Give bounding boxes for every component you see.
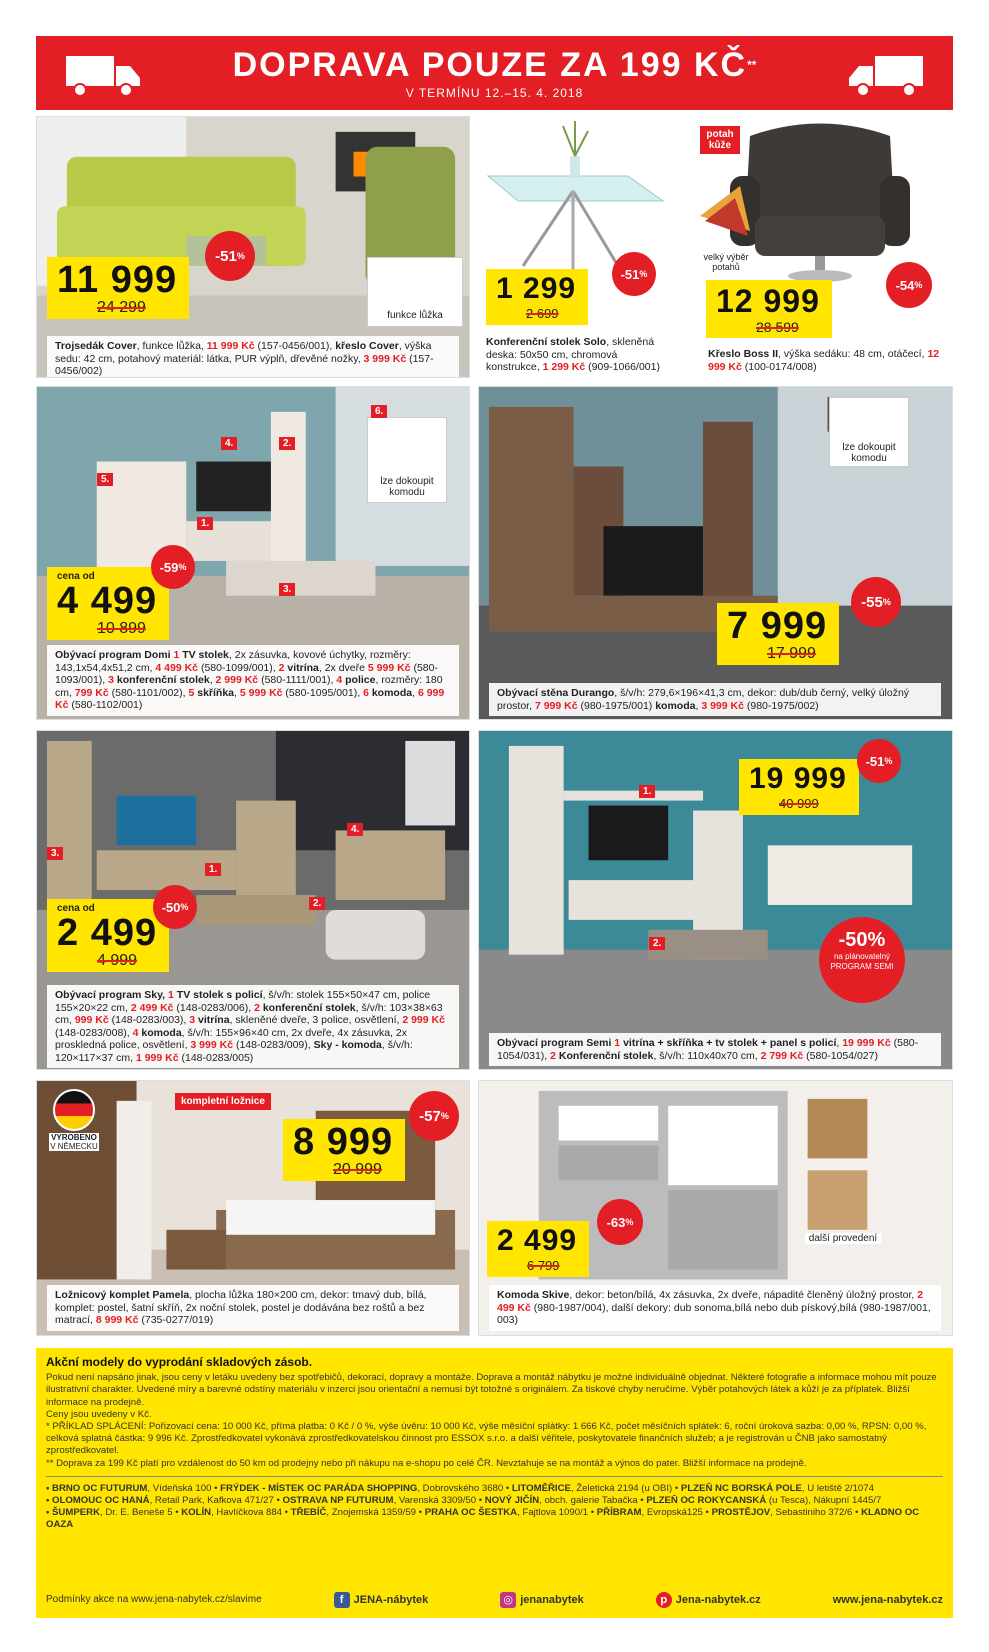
old-price: 17 999 [767, 645, 816, 662]
price-box [717, 603, 839, 665]
product-panel-semi [478, 730, 953, 1070]
product-panel-boss [690, 116, 953, 378]
product-description: Trojsedák Cover, funkce lůžka, 11 999 Kč (157-0456/001), křeslo Cover, výška sedu: 42 cm, potahový materiál: látka, PUR výplň, dřevěné nožky, 3 999 Kč (157-0456/002) [47, 336, 459, 378]
product-panel-durango [478, 386, 953, 720]
product-panel-pamela [36, 1080, 470, 1336]
leather-tag: potah kůže [700, 126, 740, 154]
discount-badge: -51 % [612, 252, 656, 296]
discount-badge: -51 % [857, 739, 901, 783]
price: 11 999 [57, 259, 178, 301]
program-discount-badge: -50% na plánovatelný PROGRAM SEMI [819, 917, 905, 1003]
product-panel-domi [36, 386, 470, 720]
instagram-link[interactable]: ◎ jenanabytek [500, 1592, 584, 1608]
pinterest-icon: p [656, 1592, 672, 1608]
discount-badge: -63 % [597, 1199, 643, 1245]
price: 2 499 [497, 1224, 578, 1257]
discount-badge: -59 % [151, 545, 195, 589]
item-number: 4. [347, 823, 363, 836]
item-number: 1. [639, 785, 655, 798]
header-title: DOPRAVA POUZE ZA 199 KČ** [232, 46, 757, 84]
old-price: 4 999 [97, 952, 138, 969]
discount-badge: -51 % [205, 231, 255, 281]
legal-footer [36, 1348, 953, 1618]
old-price: 6 799 [527, 1258, 560, 1273]
instagram-icon: ◎ [500, 1592, 516, 1608]
item-number: 3. [47, 847, 63, 860]
complete-bedroom-tag: kompletní ložnice [175, 1093, 271, 1110]
item-number: 2. [279, 437, 295, 450]
product-description: Obývací program Semi 1 vitrína + skříňka + tv stolek + panel s policí, 19 999 Kč (580-1054/031), 2 Konferenční stolek, š/v/h: 110x40x70 cm, 2 799 Kč (580-1054/027) [489, 1033, 941, 1066]
old-price: 24 299 [97, 299, 146, 316]
discount-badge: -54 % [886, 262, 932, 308]
store-list: • BRNO OC FUTURUM, Vídeňská 100 • FRÝDEK - MÍSTEK OC PARÁDA SHOPPING, Dobrovského 3680 • LITOMĚŘICE, Želetická 2194 (u OBI) • PLZEŇ NC BORSKÁ POLE, U letiště 2/1074 • OLOMOUC OC HANÁ, Retail Park, Kafkova 471/27 • OSTRAVA NP FUTURUM, Varenská 3309/50 • NOVÝ JIČÍN, obch. galerie Tabačka • PLZEŇ OC ROKYCANSKÁ (u Tesca), Nákupní 1445/7 • ŠUMPERK, Dr. E. Beneše 5 • KOLÍN, Havlíčkova 884 • TŘEBÍČ, Znojemská 1359/59 • PRAHA OC ŠESTKA, Fajtlova 1090/1 • PŘÍBRAM, Evropská125 • PROSTĚJOV, Sebastiniho 372/6 • KLADNO OC OAZA [46, 1482, 920, 1531]
price-box [283, 1119, 405, 1181]
conditions-link[interactable]: Podmínky akce na www.jena-nabytek.cz/slavime [46, 1593, 262, 1605]
price-box [739, 759, 859, 815]
price: 7 999 [727, 605, 828, 647]
facebook-icon: f [334, 1592, 350, 1608]
price: 1 299 [496, 272, 577, 305]
price: 8 999 [293, 1121, 394, 1163]
product-panel-sky [36, 730, 470, 1070]
item-number: 5. [97, 473, 113, 486]
product-description: Křeslo Boss II, výška sedáku: 48 cm, otáčecí, 12 999 Kč (100-0174/008) [708, 348, 940, 373]
price-from-label: cena od [57, 903, 95, 914]
discount-badge: -50 % [153, 885, 197, 929]
old-price: 2 699 [526, 306, 559, 321]
old-price: 10 899 [97, 620, 146, 637]
old-price: 20 999 [333, 1161, 382, 1178]
truck-icon [64, 52, 144, 98]
alt-finish-label: další provedení [805, 1233, 881, 1244]
fabric-choice-label: velký výběr potahů [703, 252, 749, 272]
item-number: 2. [649, 937, 665, 950]
product-panel-cover [36, 116, 470, 378]
item-number: 1. [197, 517, 213, 530]
price-from-label: cena od [57, 571, 95, 582]
footer-text: Pokud není napsáno jinak, jsou ceny v letáku uvedeny bez spotřebičů, dekorací, dopravy a montáže. Doprava a montáž nábytku je možné individuálně objednat. Některé fotografie a informace mohou mít pouze ilustrativní charakter. Uvedené míry a barevné odstíny materiálu v inzerci jsou orientační a nemusí být totožné s originálem. Za tiskové chyby neručíme. Výběr potahových látek a kůží je za příplatek. Bližší informace na prodejně. Ceny jsou uvedeny v Kč. * PŘÍKLAD SPLÁCENÍ: Pořizovací cena: 10 000 Kč, přímá platba: 0 Kč / 0 %, výše úvěru: 10 000 Kč, výše měsíční splátky: 1 666 Kč, počet měsíčních splátek: 6, roční úroková sazba: 0,00 %, RPSN: 0,00 %, celková splatná částka: 9 996 Kč. Zprostředkovatel vykonává zprostředkovatelskou činnost pro ESSOX s.r.o. a další věřitele, poskytovatele finančních služeb; a je registrován u ČNB jako samostatný zprostředkovatel. ** Doprava za 199 Kč platí pro vzdálenost do 50 km od prodejny nebo při nákupu na e-shopu po celé ČR. Nevztahuje se na montáž a výnos do pater. Bližší informace na prodejně. [46, 1372, 937, 1469]
armchair-photo [690, 116, 953, 378]
sofa-bed-inset: funkce lůžka [367, 257, 463, 327]
price-box [706, 280, 832, 338]
item-number: 3. [279, 583, 295, 596]
made-in-germany-badge: VYROBENO V NĚMECKU [49, 1089, 99, 1151]
item-number: 4. [221, 437, 237, 450]
old-price: 28 599 [756, 319, 799, 335]
product-description: Komoda Skive, dekor: beton/bílá, 4x zásuvka, 2x dveře, nápadité členěný úložný prostor, 2 499 Kč (980-1987/004), další dekory: dub sonoma,bílá nebo dub pískový,bílá (980-1987/001, 003) [489, 1285, 941, 1331]
item-number: 2. [309, 897, 325, 910]
product-description: Konferenční stolek Solo, skleněná deska: 50x50 cm, chromová konstrukce, 1 299 Kč (909-1066/001) [486, 336, 660, 373]
product-description: Obývací program Domi 1 TV stolek, 2x zásuvka, kovové úchytky, rozměry: 143,1x54,4x51,2 cm, 4 499 Kč (580-1099/001), 2 vitrína, 2x dveře 5 999 Kč (580-1093/001), 3 konferenční stolek, 2 999 Kč (580-1111/001), 4 police, rozměry: 180 cm, 799 Kč (580-1101/002), 5 skříňka, 5 999 Kč (580-1095/001), 6 komoda, 6 999 Kč (580-1102/001) [47, 645, 459, 716]
item-number: 6. [371, 405, 387, 418]
product-description: Obývací program Sky, 1 TV stolek s policí, š/v/h: stolek 155×50×47 cm, police 155×20×22 cm, 2 499 Kč (148-0283/006), 2 konferenční stolek, š/v/h: 103×38×63 cm, 999 Kč (148-0283/003), 3 vitrína, skleněné dveře, 3 police, osvětlení, 2 999 Kč (148-0283/008), 4 komoda, š/v/h: 155×96×40 cm, 2x dveře, 4x zásuvka, 2x proskledná police, osvětlení, 3 999 Kč (148-0283/009), Sky - komoda, š/v/h: 120×117×37 cm, 1 999 Kč (148-0283/005) [47, 985, 459, 1068]
discount-badge: -57 % [409, 1091, 459, 1141]
price: 19 999 [749, 762, 847, 795]
footer-heading: Akční modely do vyprodání skladových zásob. [46, 1355, 313, 1369]
item-number: 1. [205, 863, 221, 876]
facebook-link[interactable]: f JENA-nábytek [334, 1592, 429, 1608]
product-description: Ložnicový komplet Pamela, plocha lůžka 180×200 cm, dekor: tmavý dub, bílá, komplet: postel, šatní skříň, 2x noční stolek, postel je dodávána bez roštů a bez matrací, 8 999 Kč (735-0277/019) [47, 1285, 459, 1331]
dresser-inset: lze dokoupit komodu [829, 397, 909, 467]
website-link[interactable]: www.jena-nabytek.cz [832, 1593, 943, 1606]
product-panel-solo [478, 116, 678, 378]
discount-badge: -55 % [851, 577, 901, 627]
product-description: Obývací stěna Durango, š/v/h: 279,6×196×41,3 cm, dekor: dub/dub černý, velký úložný prostor, 7 999 Kč (980-1975/001) komoda, 3 999 Kč (980-1975/002) [489, 683, 941, 716]
old-price: 40 999 [779, 796, 819, 811]
german-flag-icon [53, 1089, 95, 1131]
truck-icon [845, 52, 925, 98]
price: 2 499 [57, 912, 158, 954]
dresser-inset: lze dokoupit komodu [367, 417, 447, 503]
product-panel-skive [478, 1080, 953, 1336]
price: 4 499 [57, 580, 158, 622]
header-subtitle: V TERMÍNU 12.–15. 4. 2018 [405, 86, 584, 100]
price: 12 999 [716, 283, 820, 319]
header-banner [36, 36, 953, 110]
price-box [487, 1221, 589, 1277]
price-box [486, 269, 588, 325]
price-box [47, 257, 189, 319]
social-bar [46, 1592, 943, 1608]
price-box [47, 567, 169, 640]
pinterest-link[interactable]: p Jena-nabytek.cz [656, 1592, 761, 1608]
price-box [47, 899, 169, 972]
